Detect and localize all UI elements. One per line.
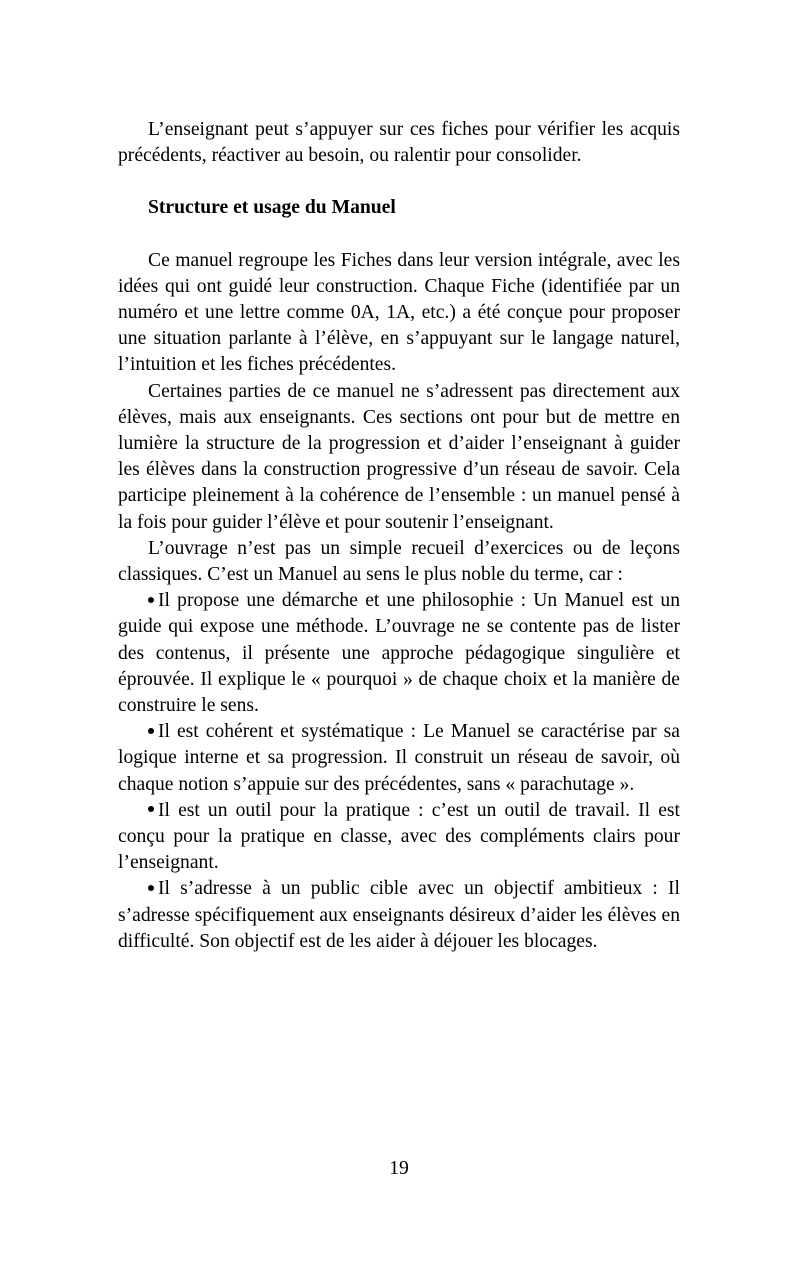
spacer xyxy=(118,222,680,248)
bullet-icon xyxy=(148,806,154,812)
intro-paragraph: L’enseignant peut s’appuyer sur ces fiches pour vérifier les acquis précédents, réactiver au besoin, ou ralentir pour consolider. xyxy=(118,119,680,167)
bullet-item xyxy=(118,798,680,877)
bullet-text: Il est cohérent et systématique : Le Manuel se caractérise par sa logique interne et sa progression. Il construit un réseau de savoir, où chaque notion s’appuie sur des précédentes, sans « parachutage ». xyxy=(118,721,680,795)
bullet-icon xyxy=(148,885,154,891)
bullet-item xyxy=(118,719,680,798)
bullet-item xyxy=(118,588,680,719)
paragraph-manual-content: Ce manuel regroupe les Fiches dans leur version intégrale, avec les idées qui ont guidé leur construction. Chaque Fiche (identifiée par un numéro et une lettre comme 0A, 1A, etc.) a été conçue pour proposer une situation parlante à l’élève, en s’appuyant sur le langage naturel, l’intuition et les fiches précédentes. xyxy=(118,249,680,376)
page-body xyxy=(118,117,680,955)
bullet-text: Il propose une démarche et une philosophie : Un Manuel est un guide qui expose une méthode. L’ouvrage ne se contente pas de lister des contenus, il présente une approche pédagogique singulière et éprouvée. Il explique le « pourquoi » de chaque choix et la manière de construire le sens. xyxy=(118,590,680,717)
page-number: 19 xyxy=(389,1158,409,1179)
spacer xyxy=(118,169,680,195)
paragraph-noble-sense: L’ouvrage n’est pas un simple recueil d’exercices ou de leçons classiques. C’est un Manuel au sens le plus noble du terme, car : xyxy=(118,537,680,586)
bullet-icon xyxy=(148,728,154,734)
section-heading: Structure et usage du Manuel xyxy=(148,197,396,219)
bullet-text: Il s’adresse à un public cible avec un objectif ambitieux : Il s’adresse spécifiquement aux enseignants désireux d’aider les élèves en difficulté. Son objectif est de les aider à déjouer les blocages. xyxy=(118,878,680,952)
paragraph-teacher-sections: Certaines parties de ce manuel ne s’adressent pas directement aux élèves, mais aux enseignants. Ces sections ont pour but de mettre en lumière la structure de la progression et d’aider l’enseignant à guider les élèves dans la construction progressive d’un réseau de savoir. Cela participe pleinement à la cohérence de l’ensemble : un manuel pensé à la fois pour guider l’élève et pour soutenir l’enseignant. xyxy=(118,380,680,533)
bullet-text: Il est un outil pour la pratique : c’est un outil de travail. Il est conçu pour la pratique en classe, avec des compléments clairs pour l’enseignant. xyxy=(118,799,680,874)
bullet-item xyxy=(118,876,680,955)
bullet-icon xyxy=(148,597,154,603)
